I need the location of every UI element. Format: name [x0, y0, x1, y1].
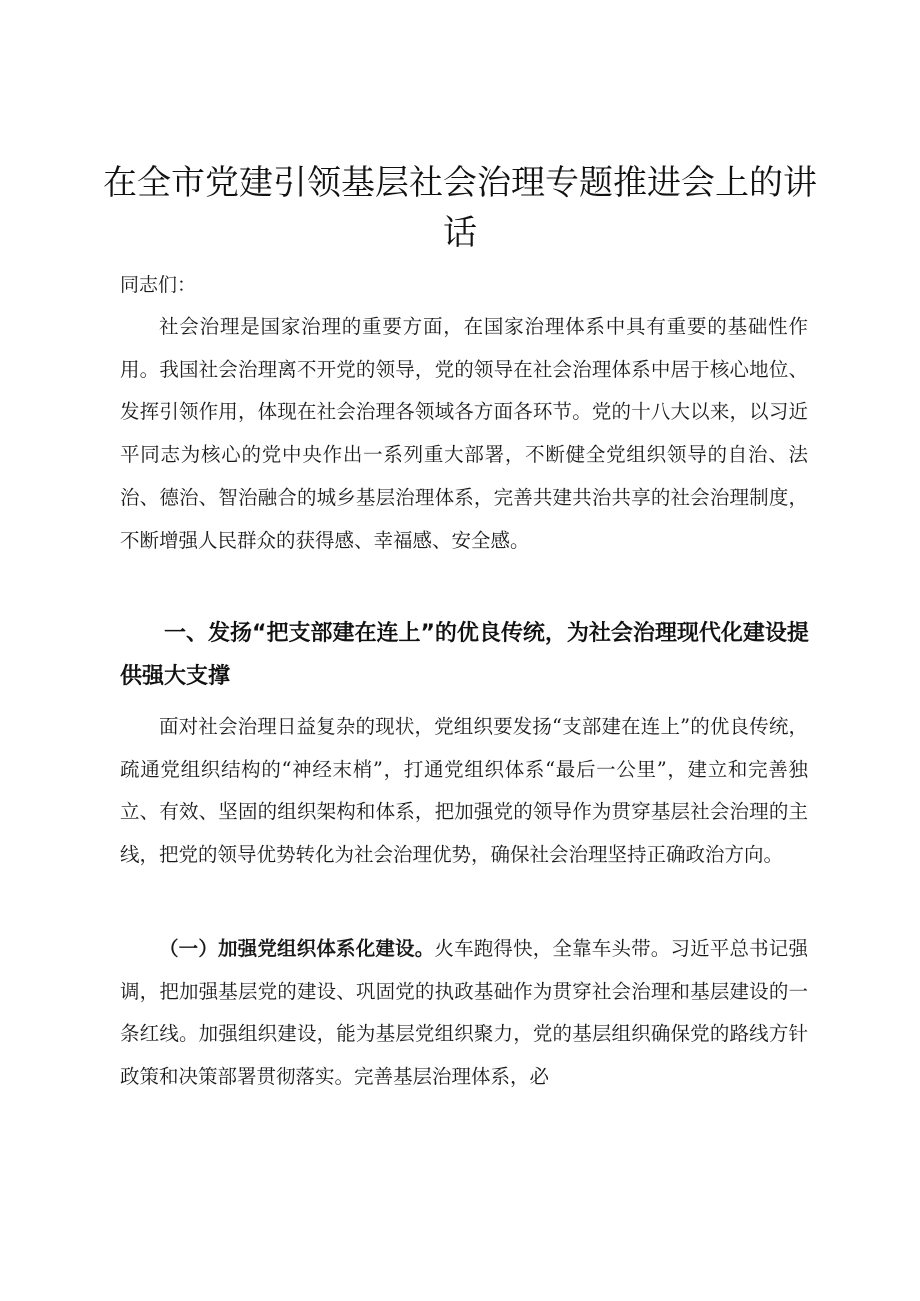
subsection-paragraph: [120, 928, 808, 1099]
subsection-text: 火车跑得快，全靠车头带。习近平总书记强调，把加强基层党的建设、巩固党的执政基础作为贯穿社会治理和基层建设的一条红线。加强组织建设，能为基层党组织聚力，党的基层组织确保党的路线方针政策和决策部署贯彻落实。完善基层治理体系，必: [120, 937, 808, 1089]
section-heading: 一、发扬“把支部建在连上”的优良传统，为社会治理现代化建设提供强大支撑: [120, 621, 809, 689]
section-paragraph: 面对社会治理日益复杂的现状，党组织要发扬“支部建在连上”的优良传统，疏通党组织结构的“神经末梢”，打通党组织体系“最后一公里”，建立和完善独立、有效、坚固的组织架构和体系，把加强党的领导作为贯穿基层社会治理的主线，把党的领导优势转化为社会治理优势，确保社会治理坚持正确政治方向。: [120, 715, 808, 867]
subsection-lead: （一）加强党组织体系化建设。: [159, 937, 435, 960]
intro-paragraph: 社会治理是国家治理的重要方面，在国家治理体系中具有重要的基础性作用。我国社会治理离不开党的领导，党的领导在社会治理体系中居于核心地位、发挥引领作用，体现在社会治理各领域各方面各环节。党的十八大以来，以习近平同志为核心的党中央作出一系列重大部署，不断健全党组织领导的自治、法治、德治、智治融合的城乡基层治理体系，完善共建共治共享的社会治理制度，不断增强人民群众的获得感、幸福感、安全感。: [120, 315, 808, 552]
salutation: 同志们：: [120, 274, 197, 296]
document-title: 在全市党建引领基层社会治理专题推进会上的讲话: [103, 163, 817, 253]
